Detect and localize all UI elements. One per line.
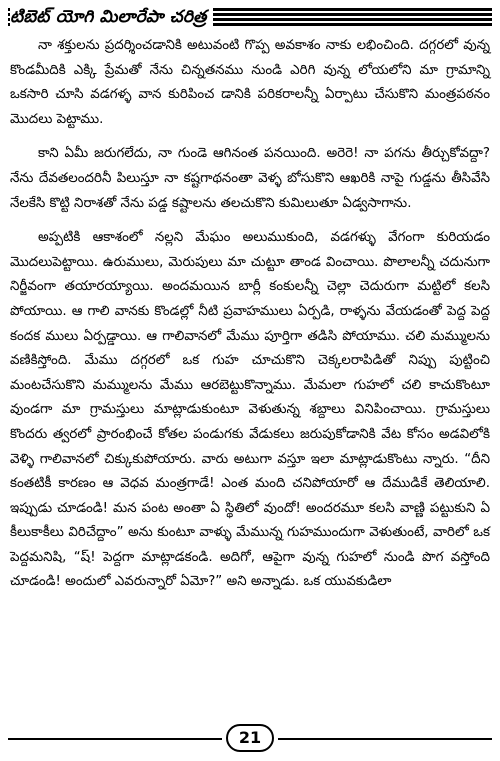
footer-rule-right [278, 738, 492, 740]
page-footer [0, 724, 500, 754]
page-number: 21 [226, 724, 274, 752]
body-text [10, 34, 490, 605]
running-header [8, 4, 492, 30]
running-header-title: టిబెట్ యోగి మిలారేపా చరిత్ర [10, 4, 213, 30]
footer-rule-left [8, 738, 222, 740]
paragraph-3: అప్పటికి ఆకాశంలో నల్లని మేఘం అలుముకుంది, వడగళ్ళు వేగంగా కురియడం మొదలుపెట్టాయి. ఉరుములు, మెరుపులు మా చుట్టూ తాండ వించాయి. పొలాలన్నీ చదునుగా నిర్జీవంగా తయారయ్యాయి. అందమయిన బార్లీ కంకులన్నీ చెల్లా చెదురుగా మట్టిలో కలసి పోయాయి. ఆ గాలి వానకు కొండల్లో నీటి ప్రవాహములు ఏర్పడి, రాళ్ళను వేయడంతో పెద్ద పెద్ద కందక ములు ఏర్పడ్డాయి. ఆ గాలివానలో మేము పూర్తిగా తడిసి పోయాము. చలి మమ్ములను వణికిస్తోంది. మేము దగ్గరలో ఒక గుహ చూచుకొని చెక్కలరాపిడితో నిప్పు పుట్టించి మంటచేసుకొని మమ్ములను మేము ఆరబెట్టుకొన్నాము. మేమలా గుహలో చలి కాచుకొంటూ వుండగా మా గ్రామస్తులు మాట్లాడుకుంటూ వెళుతున్న శబ్దాలు వినిపించాయి. గ్రామస్తులు కొందరు త్వరలో ప్రారంభించే కోతల పండుగకు వేడుకలు జరుపుకోడానికి వేట కోసం అడవిలోకి వెళ్ళి గాలివానలో చిక్కుకుపోయారు. వారు అటుగా వస్తూ ఇలా మాట్లాడుకొంటు న్నారు. “దీని కంతటికీ కారణం ఆ వెధవ మంత్రగాడే! ఎంత మంది చనిపోయారో ఆ దేముడికే తెలియాలి. ఇప్పుడు చూడండి! మన పంట అంతా ఏ స్థితిలో వుందో! అందరమూ కలసి వాణ్ణి పట్టుకుని ఏ కీలుకాకీలు విరిచేద్దాం” అను కుంటూ వాళ్ళు మేమున్న గుహముందుగా వెళుతుంటే, వారిలో ఒక పెద్దమనిషి, “ష్! పెద్దగా మాట్లాడకండి. అదిగో, ఆపైగా వున్న గుహలో నుండి పొగ వస్తోంది చూడండి! అందులో ఎవరున్నారో ఏమో?” అని అన్నాడు. ఒక యువకుడిలా [10, 230, 490, 590]
paragraph-1: నా శక్తులను ప్రదర్శించడానికి అటువంటి గొప్ప అవకాశం నాకు లభించింది. దగ్గరలో వున్న కొండమీదికి ఎక్కి ప్రేమతో నేను చిన్నతనము నుండి ఎరిగి వున్న లోయలోని మా గ్రామాన్ని ఒకసారి చూసి వడగళ్ళ వాన కురిపించ డానికి పరికరాలన్నీ ఏర్పాటు చేసుకొని మంత్రపఠనం మొదలు పెట్టాము. [10, 38, 490, 127]
paragraph-2: కాని ఏమీ జరుగలేదు, నా గుండె ఆగినంత పనయింది. అరెరె! నా పగను తీర్చుకోవద్దా? నేను దేవతలందరినీ పిలుస్తూ నా కష్టగాథనంతా వెళ్ళ బోసుకొని ఆఖరికి నాపై గుడ్డను తీసివేసి నేలకేసి కొట్టి నిరాశతో నేను పడ్డ కష్టాలను తలచుకొని కుమిలుతూ ఏడ్వసాగాను. [10, 146, 490, 211]
